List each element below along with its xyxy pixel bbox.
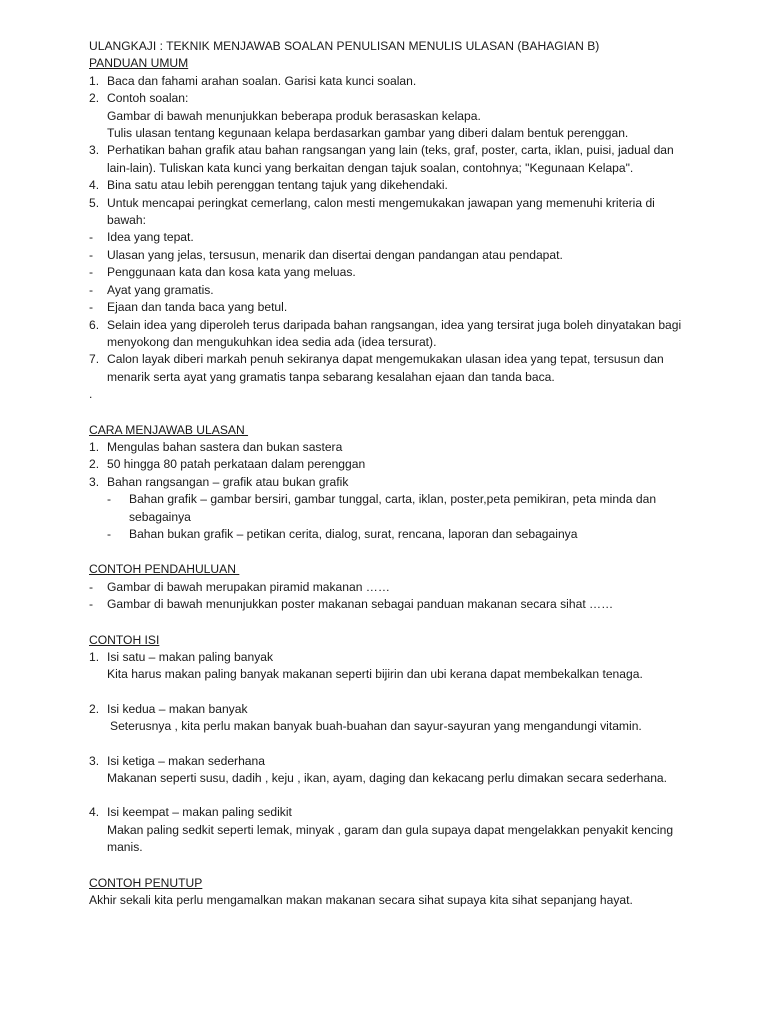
- document-page: [89, 38, 689, 909]
- list-item-text: Calon layak diberi markah penuh sekiranya dapat mengemukakan ulasan idea yang tepat, tersusun dan menarik serta ayat yang gramatis tanpa sebarang kesalahan ejaan dan tanda baca.: [107, 352, 664, 384]
- list-item-text: Bahan grafik – gambar bersiri, gambar tunggal, carta, iklan, poster,peta pemikiran, peta minda dan sebagainya: [129, 492, 657, 524]
- isi-item-text: Makan paling sedkit seperti lemak, minyak , garam dan gula supaya dapat mengelakkan penyakit kencing manis.: [107, 822, 674, 855]
- list-marker: -: [89, 247, 94, 262]
- list-marker: 4.: [89, 178, 100, 193]
- list-item: [89, 229, 689, 246]
- list-item: [89, 596, 689, 613]
- list-item-body: [107, 299, 689, 316]
- isi-item-body: [107, 701, 689, 736]
- isi-item-text: Makanan seperti susu, dadih , keju , ikan, ayam, daging dan kekacang perlu dimakan secara sederhana.: [107, 771, 668, 786]
- list-item-body: [107, 195, 689, 230]
- list-marker: 3.: [89, 143, 100, 158]
- list-item: [89, 264, 689, 281]
- isi-item-text: Seterusnya , kita perlu makan banyak buah-buahan dan sayur-sayuran yang mengandungi vitamin.: [110, 719, 642, 734]
- list-item: [89, 282, 689, 299]
- list-marker: -: [107, 526, 112, 541]
- list-item-body: [107, 264, 689, 281]
- cara-sublist: [89, 491, 689, 543]
- list-item-body: [107, 90, 689, 142]
- list-item-text: Idea yang tepat.: [107, 230, 194, 245]
- list-marker: 2.: [89, 91, 100, 106]
- trailing-mark: .: [89, 387, 93, 402]
- section-contoh-pendahuluan: [89, 561, 689, 613]
- list-item: [89, 579, 689, 596]
- list-item-text: Baca dan fahami arahan soalan. Garisi kata kunci soalan.: [107, 73, 417, 88]
- section-panduan-umum: [89, 55, 689, 403]
- list-marker: 1.: [89, 650, 100, 664]
- section-contoh-penutup: [89, 875, 689, 910]
- heading-contoh-penutup: CONTOH PENUTUP: [89, 875, 203, 890]
- list-item-body: [107, 229, 689, 246]
- heading-contoh-pendahuluan: CONTOH PENDAHULUAN: [89, 562, 240, 577]
- list-marker: 1.: [89, 73, 100, 88]
- isi-item-body: [107, 804, 689, 856]
- list-item: [89, 73, 689, 90]
- list-item: [89, 177, 689, 194]
- list-item-text: Gambar di bawah menunjukkan poster makanan sebagai panduan makanan secara sihat ……: [107, 597, 614, 612]
- list-marker: -: [107, 492, 112, 507]
- list-item-text: Bahan bukan grafik – petikan cerita, dialog, surat, rencana, laporan dan sebagainya: [129, 526, 578, 541]
- list-marker: 1.: [89, 439, 100, 454]
- section-cara-menjawab: [89, 422, 689, 544]
- list-item-text: Perhatikan bahan grafik atau bahan rangsangan yang lain (teks, graf, poster, carta, iklan, puisi, jadual dan lain-lain). Tuliskan kata kunci yang berkaitan dengan tajuk soalan, contohnya; "Kegunaan Kelapa".: [107, 143, 674, 175]
- list-item: [89, 195, 689, 230]
- list-item-text: Ulasan yang jelas, tersusun, menarik dan disertai dengan pandangan atau pendapat.: [107, 247, 563, 262]
- list-marker: 6.: [89, 317, 100, 332]
- spacer: [89, 684, 689, 701]
- sub-list-item: [107, 526, 689, 543]
- isi-item-body: [107, 753, 689, 788]
- list-item-body: [107, 282, 689, 299]
- list-marker: 4.: [89, 805, 100, 820]
- list-item-body: [107, 73, 689, 90]
- isi-item: [89, 649, 689, 684]
- list-item-body: [107, 351, 689, 386]
- list-item-text: Tulis ulasan tentang kegunaan kelapa berdasarkan gambar yang diberi dalam bentuk perenggan.: [107, 126, 629, 141]
- list-item: [89, 142, 689, 177]
- list-item-body: [107, 247, 689, 264]
- list-marker: 5.: [89, 195, 100, 210]
- spacer: [89, 614, 689, 632]
- list-marker: -: [89, 579, 94, 594]
- spacer: [89, 543, 689, 561]
- spacer: [89, 787, 689, 804]
- list-item-body: [107, 177, 689, 194]
- list-marker: 3.: [89, 753, 100, 768]
- list-item-text: Ejaan dan tanda baca yang betul.: [107, 300, 288, 315]
- list-item-text: Bahan rangsangan – grafik atau bukan grafik: [107, 474, 349, 489]
- list-marker: 2.: [89, 457, 100, 472]
- list-marker: -: [89, 230, 94, 245]
- list-item: [89, 247, 689, 264]
- cara-list: [89, 439, 689, 491]
- list-marker: -: [89, 597, 94, 612]
- list-item-body: [107, 142, 689, 177]
- list-marker: -: [89, 265, 94, 280]
- isi-item: [89, 701, 689, 736]
- isi-item-body: [107, 649, 689, 684]
- list-marker: -: [89, 282, 94, 297]
- isi-item: [89, 753, 689, 788]
- pendahuluan-list: [89, 579, 689, 614]
- list-item-text: 50 hingga 80 patah perkataan dalam perenggan: [107, 457, 366, 472]
- spacer: [89, 857, 689, 875]
- sub-list-item: [107, 491, 689, 526]
- isi-item-text: Kita harus makan paling banyak makanan seperti bijirin dan ubi kerana dapat membekalkan tenaga.: [107, 667, 643, 682]
- isi-item-title: Isi satu – makan paling banyak: [107, 650, 274, 664]
- list-item-text: Untuk mencapai peringkat cemerlang, calon mesti mengemukakan jawapan yang memenuhi kriteria di bawah:: [107, 195, 655, 228]
- list-item-text: Bina satu atau lebih perenggan tentang tajuk yang dikehendaki.: [107, 178, 448, 193]
- list-item-text: Penggunaan kata dan kosa kata yang meluas.: [107, 265, 356, 280]
- list-item: [89, 456, 689, 473]
- list-item-text: Selain idea yang diperoleh terus daripada bahan rangsangan, idea yang tersirat juga boleh dinyatakan bagi menyokong dan mengukuhkan idea sedia ada (idea tersurat).: [107, 317, 682, 349]
- heading-cara-menjawab: CARA MENJAWAB ULASAN: [89, 422, 249, 437]
- list-item-text: Contoh soalan:: [107, 91, 189, 106]
- list-item: [89, 317, 689, 352]
- list-item-text: Gambar di bawah menunjukkan beberapa produk berasaskan kelapa.: [107, 108, 481, 123]
- spacer: [89, 404, 689, 422]
- list-marker: 7.: [89, 352, 100, 367]
- list-item-text: Ayat yang gramatis.: [107, 282, 214, 297]
- list-marker: -: [89, 300, 94, 315]
- isi-item-title: Isi keempat – makan paling sedikit: [107, 805, 292, 820]
- list-item-body: [107, 317, 689, 352]
- list-item: [89, 439, 689, 456]
- heading-contoh-isi: CONTOH ISI: [89, 632, 160, 647]
- isi-item-title: Isi ketiga – makan sederhana: [107, 753, 265, 768]
- list-marker: 3.: [89, 474, 100, 489]
- list-marker: 2.: [89, 701, 100, 716]
- list-item-text: Mengulas bahan sastera dan bukan sastera: [107, 439, 343, 454]
- list-item: [89, 90, 689, 142]
- list-item: [89, 474, 689, 491]
- penutup-text: Akhir sekali kita perlu mengamalkan makan makanan secara sihat supaya kita sihat sepanjang hayat.: [89, 893, 633, 908]
- document-title: ULANGKAJI : TEKNIK MENJAWAB SOALAN PENULISAN MENULIS ULASAN (BAHAGIAN B): [89, 39, 600, 53]
- list-item: [89, 351, 689, 386]
- heading-panduan-umum: PANDUAN UMUM: [89, 56, 189, 71]
- list-item: [89, 299, 689, 316]
- panduan-list: [89, 73, 689, 386]
- section-contoh-isi: [89, 632, 689, 857]
- isi-item-title: Isi kedua – makan banyak: [107, 701, 248, 716]
- list-item-text: Gambar di bawah merupakan piramid makanan ……: [107, 579, 390, 594]
- spacer: [89, 736, 689, 753]
- isi-item: [89, 804, 689, 856]
